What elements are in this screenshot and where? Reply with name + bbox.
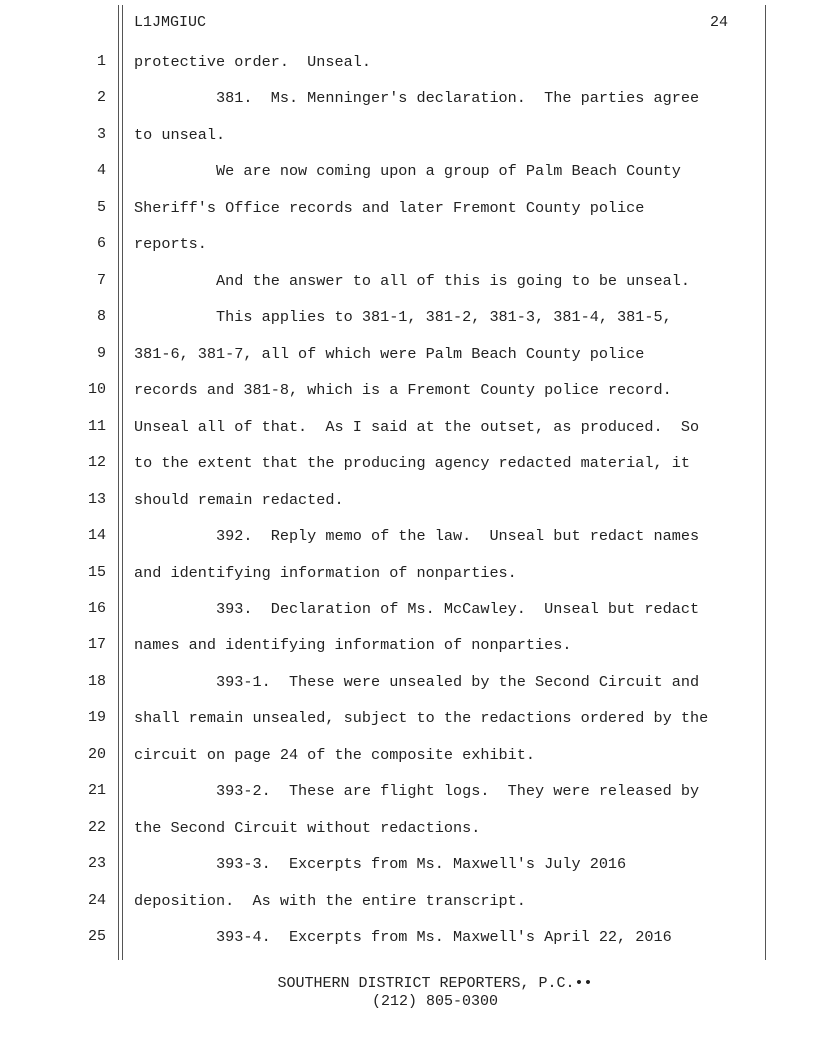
- case-identifier: L1JMGIUC: [134, 14, 207, 31]
- transcript-line: [0, 782, 816, 802]
- transcript-line: [0, 272, 816, 292]
- transcript-line: [0, 636, 816, 656]
- transcript-line: [0, 235, 816, 255]
- line-text: to the extent that the producing agency redacted material, it: [134, 454, 690, 472]
- transcript-line: [0, 126, 816, 146]
- line-number: 25: [87, 928, 106, 945]
- transcript-line: [0, 381, 816, 401]
- line-text: 381. Ms. Menninger's declaration. The parties agree: [134, 89, 700, 107]
- line-text: Sheriff's Office records and later Fremont County police: [134, 199, 645, 217]
- line-number: 17: [87, 636, 106, 653]
- line-text: And the answer to all of this is going to be unseal.: [134, 272, 690, 290]
- line-number: 14: [87, 527, 106, 544]
- transcript-line: [0, 491, 816, 511]
- line-number: 3: [96, 126, 106, 143]
- line-number: 8: [96, 308, 106, 325]
- line-text: protective order. Unseal.: [134, 53, 371, 71]
- line-number: 10: [87, 381, 106, 398]
- line-text: reports.: [134, 235, 207, 253]
- line-number: 7: [96, 272, 106, 289]
- line-number: 20: [87, 746, 106, 763]
- line-number: 23: [87, 855, 106, 872]
- line-number: 5: [96, 199, 106, 216]
- transcript-line: [0, 418, 816, 438]
- line-number: 11: [87, 418, 106, 435]
- line-text: records and 381-8, which is a Fremont County police record.: [134, 381, 672, 399]
- transcript-line: [0, 892, 816, 912]
- line-text: to unseal.: [134, 126, 226, 144]
- line-text: names and identifying information of nonparties.: [134, 636, 572, 654]
- line-text: 393-3. Excerpts from Ms. Maxwell's July 2016: [134, 855, 627, 873]
- transcript-line: [0, 673, 816, 693]
- transcript-line: [0, 345, 816, 365]
- line-number: 13: [87, 491, 106, 508]
- transcript-line: [0, 709, 816, 729]
- line-number: 12: [87, 454, 106, 471]
- line-text: the Second Circuit without redactions.: [134, 819, 481, 837]
- line-number: 16: [87, 600, 106, 617]
- line-number: 9: [96, 345, 106, 362]
- transcript-line: [0, 527, 816, 547]
- line-text: Unseal all of that. As I said at the outset, as produced. So: [134, 418, 700, 436]
- line-number: 6: [96, 235, 106, 252]
- transcript-line: [0, 162, 816, 182]
- transcript-line: [0, 53, 816, 73]
- transcript-line: [0, 308, 816, 328]
- transcript-line: [0, 746, 816, 766]
- line-text: We are now coming upon a group of Palm Beach County: [134, 162, 681, 180]
- left-margin-rule-inner: [122, 5, 123, 960]
- transcript-line: [0, 928, 816, 948]
- line-text: should remain redacted.: [134, 491, 344, 509]
- line-text: 393-1. These were unsealed by the Second Circuit and: [134, 673, 700, 691]
- line-text: 393-2. These are flight logs. They were released by: [134, 782, 700, 800]
- line-text: 393-4. Excerpts from Ms. Maxwell's April 22, 2016: [134, 928, 672, 946]
- line-number: 18: [87, 673, 106, 690]
- line-text: 381-6, 381-7, all of which were Palm Beach County police: [134, 345, 645, 363]
- line-number: 24: [87, 892, 106, 909]
- transcript-line: [0, 819, 816, 839]
- footer-reporter: SOUTHERN DISTRICT REPORTERS, P.C.••: [277, 975, 593, 992]
- line-number: 15: [87, 564, 106, 581]
- line-text: circuit on page 24 of the composite exhibit.: [134, 746, 536, 764]
- line-number: 21: [87, 782, 106, 799]
- line-text: This applies to 381-1, 381-2, 381-3, 381-4, 381-5,: [134, 308, 672, 326]
- transcript-line: [0, 89, 816, 109]
- line-number: 19: [87, 709, 106, 726]
- line-text: and identifying information of nonparties.: [134, 564, 517, 582]
- line-number: 22: [87, 819, 106, 836]
- transcript-line: [0, 199, 816, 219]
- line-number: 1: [96, 53, 106, 70]
- transcript-line: [0, 564, 816, 584]
- line-text: 392. Reply memo of the law. Unseal but redact names: [134, 527, 700, 545]
- line-text: 393. Declaration of Ms. McCawley. Unseal but redact: [134, 600, 700, 618]
- line-text: deposition. As with the entire transcript.: [134, 892, 526, 910]
- line-number: 2: [96, 89, 106, 106]
- left-margin-rule-outer: [118, 5, 119, 960]
- transcript-line: [0, 600, 816, 620]
- transcript-line: [0, 855, 816, 875]
- footer-phone: (212) 805-0300: [371, 993, 499, 1010]
- transcript-line: [0, 454, 816, 474]
- line-number: 4: [96, 162, 106, 179]
- line-text: shall remain unsealed, subject to the redactions ordered by the: [134, 709, 709, 727]
- right-margin-rule: [765, 5, 766, 960]
- page-number: 24: [709, 14, 728, 31]
